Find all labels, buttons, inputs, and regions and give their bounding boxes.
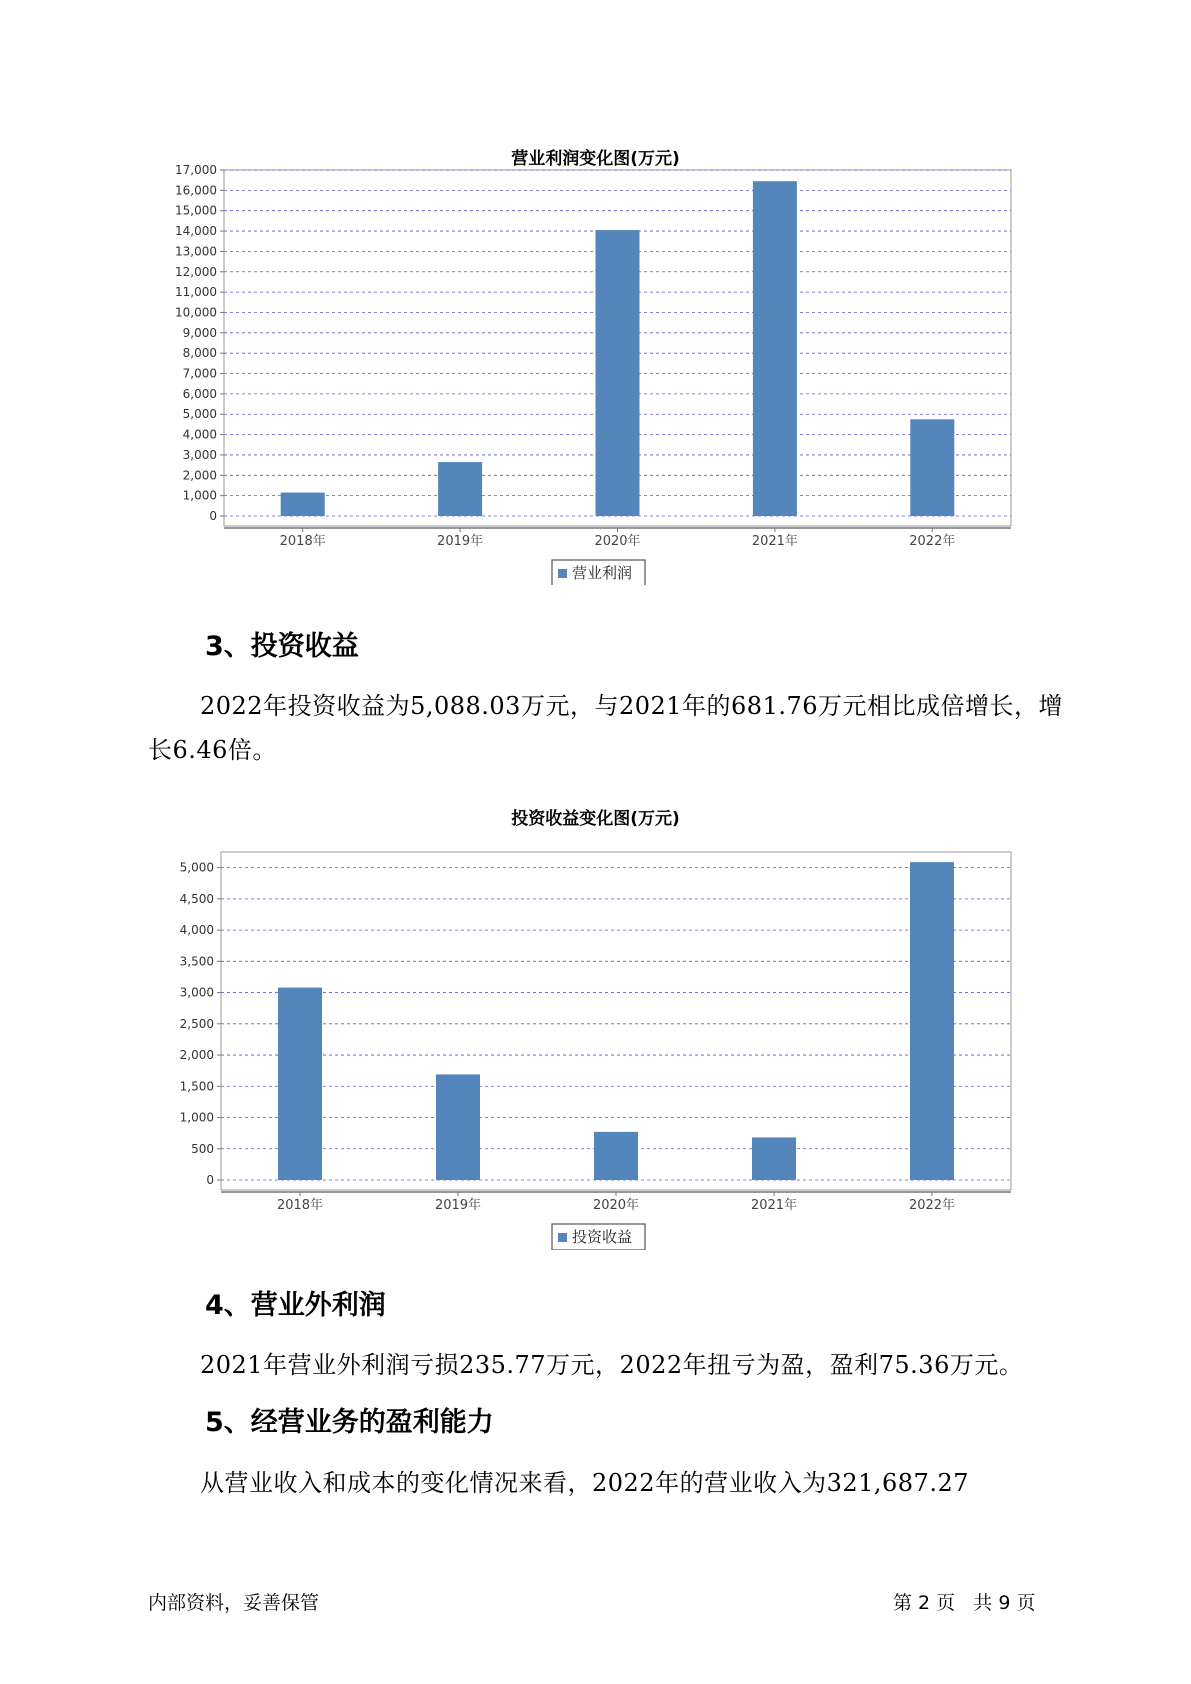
section4-paragraph: 2021年营业外利润亏损235.77万元，2022年扭亏为盈，盈利75.36万元。	[200, 1351, 1024, 1379]
y-tick-label: 2,000	[179, 1048, 214, 1063]
y-tick-label: 3,000	[182, 447, 217, 462]
y-tick-label: 3,000	[179, 985, 214, 1000]
bar	[436, 1074, 480, 1180]
y-tick-label: 3,500	[179, 954, 214, 969]
bar	[752, 1137, 796, 1180]
y-tick-label: 4,000	[179, 923, 214, 938]
x-tick-label: 2022年	[908, 1198, 956, 1213]
footer-page-number: 第 2 页 共 9 页	[893, 1592, 1036, 1614]
y-tick-label: 500	[191, 1141, 214, 1156]
y-tick-label: 8,000	[182, 346, 217, 361]
y-tick-label: 2,000	[182, 468, 217, 483]
bar	[910, 419, 954, 516]
y-tick-label: 1,000	[182, 488, 217, 503]
footer-confidential: 内部资料，妥善保管	[148, 1592, 320, 1614]
y-tick-label: 4,000	[182, 427, 217, 442]
chart2-title: 投资收益变化图(万元)	[511, 809, 680, 829]
x-tick-label: 2021年	[750, 1198, 798, 1213]
y-tick-label: 10,000	[175, 305, 217, 320]
chart1-title: 营业利润变化图(万元)	[511, 149, 680, 169]
y-tick-label: 13,000	[175, 244, 217, 259]
x-tick-label: 2020年	[594, 534, 641, 549]
y-tick-label: 7,000	[182, 366, 217, 381]
y-tick-label: 0	[209, 509, 217, 523]
x-tick-label: 2018年	[276, 1198, 324, 1213]
y-tick-label: 17,000	[175, 165, 217, 177]
x-tick-label: 2018年	[279, 534, 326, 549]
investment-income-chart	[0, 830, 1191, 1250]
y-tick-label: 5,000	[182, 407, 217, 422]
y-tick-label: 5,000	[179, 860, 214, 875]
y-tick-label: 16,000	[175, 183, 217, 198]
bar	[281, 493, 325, 516]
y-tick-label: 9,000	[182, 325, 217, 340]
bar	[753, 181, 797, 516]
y-tick-label: 14,000	[175, 224, 217, 239]
y-tick-label: 0	[206, 1173, 214, 1187]
legend-swatch	[558, 569, 567, 578]
section5-heading: 5、经营业务的盈利能力	[205, 1407, 494, 1438]
x-tick-label: 2019年	[434, 1198, 482, 1213]
y-tick-label: 1,500	[179, 1079, 214, 1094]
x-tick-label: 2019年	[437, 534, 484, 549]
bar	[596, 230, 640, 516]
y-tick-label: 6,000	[182, 386, 217, 401]
x-tick-label: 2020年	[592, 1198, 640, 1213]
section3-paragraph: 2022年投资收益为5,088.03万元，与2021年的681.76万元相比成倍增长，增长6.46倍。	[148, 692, 1064, 764]
y-tick-label: 12,000	[175, 264, 217, 279]
section5-paragraph: 从营业收入和成本的变化情况来看，2022年的营业收入为321,687.27	[200, 1469, 969, 1497]
legend-swatch	[558, 1233, 567, 1242]
legend-label: 营业利润	[572, 564, 633, 582]
x-tick-label: 2021年	[751, 534, 798, 549]
bar	[278, 988, 322, 1180]
bar	[438, 462, 482, 516]
bar	[910, 862, 954, 1180]
section4-heading: 4、营业外利润	[205, 1290, 386, 1321]
y-tick-label: 15,000	[175, 203, 217, 218]
operating-profit-chart	[0, 165, 1191, 585]
legend-label: 投资收益	[572, 1228, 633, 1246]
bar	[594, 1132, 638, 1180]
y-tick-label: 4,500	[179, 891, 214, 906]
x-tick-label: 2022年	[909, 534, 956, 549]
y-tick-label: 1,000	[179, 1110, 214, 1125]
y-tick-label: 11,000	[175, 285, 217, 300]
section3-heading: 3、投资收益	[205, 631, 359, 662]
y-tick-label: 2,500	[179, 1016, 214, 1031]
